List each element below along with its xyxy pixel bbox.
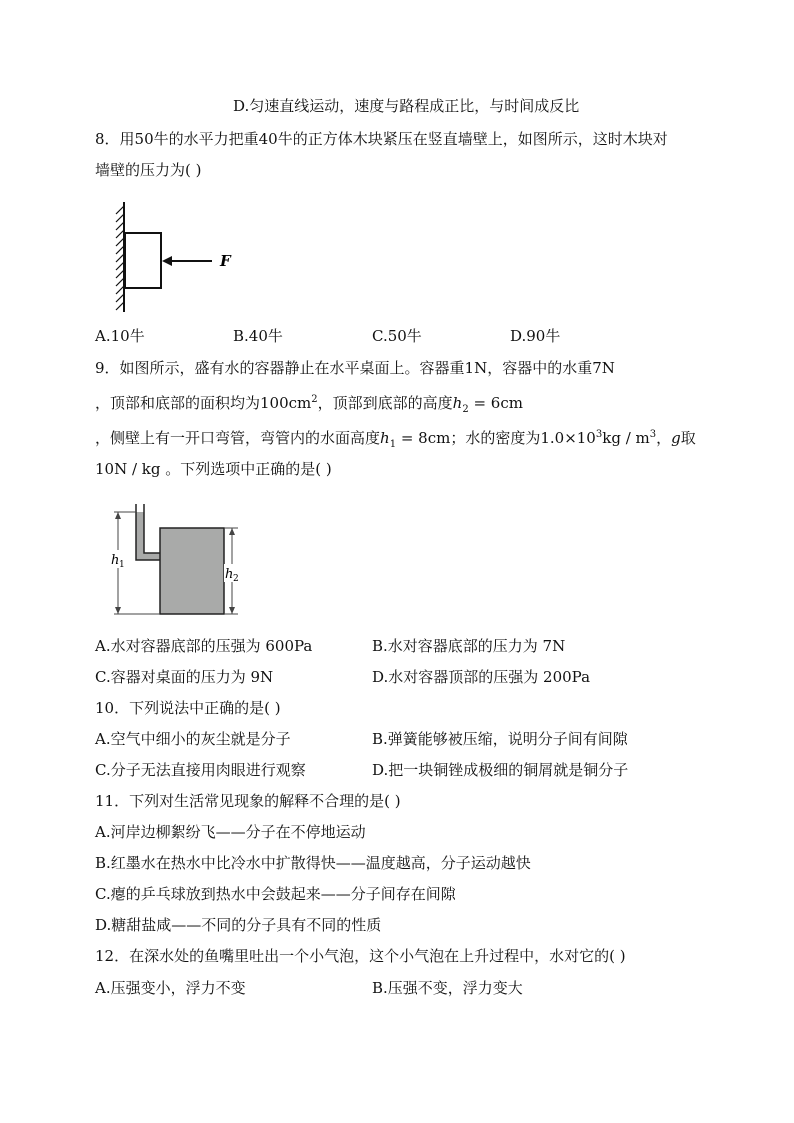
q10-stem: 10．下列说法中正确的是( ) [95, 699, 281, 717]
q10-option-b: B.弹簧能够被压缩，说明分子间有间隙 [372, 730, 628, 748]
q8-option-c: C.50牛 [372, 327, 422, 345]
q10-option-d: D.把一块铜锉成极细的铜屑就是铜分子 [372, 761, 629, 779]
q9-stem-line1: 9．如图所示，盛有水的容器静止在水平桌面上。容器重1N，容器中的水重7N [95, 359, 615, 377]
q8-option-d: D.90牛 [510, 327, 561, 345]
q9-stem-line3: ，侧壁上有一开口弯管，弯管内的水面高度$h_1 = 8cm$；水的密度为$1.0\times 10^3kg / m^3$，g取 [95, 429, 696, 450]
q9-stem-line2: ，顶部和底部的面积均为$100cm^2$，顶部到底部的高度$h_2 = 6cm$ [95, 394, 523, 415]
q8-wall-block-figure [108, 198, 248, 316]
q12-stem: 12．在深水处的鱼嘴里吐出一个小气泡，这个小气泡在上升过程中，水对它的( ) [95, 947, 626, 965]
q12-option-a: A.压强变小，浮力不变 [95, 979, 246, 997]
q9-container-figure [100, 500, 260, 620]
h2-label: h [225, 567, 234, 582]
q8-option-b: B.40牛 [233, 327, 283, 345]
q11-option-d: D.糖甜盐咸——不同的分子具有不同的性质 [95, 916, 382, 934]
q7-option-d: D.匀速直线运动，速度与路程成正比，与时间成反比 [233, 97, 580, 115]
h2-sub: 2 [233, 574, 239, 584]
q11-stem: 11．下列对生活常见现象的解释不合理的是( ) [95, 792, 401, 810]
h1-sub: 1 [119, 560, 125, 570]
q9-option-a: A.水对容器底部的压强为 600Pa [95, 637, 313, 655]
q10-option-c: C.分子无法直接用肉眼进行观察 [95, 761, 306, 779]
q10-option-a: A.空气中细小的灰尘就是分子 [95, 730, 291, 748]
q11-option-c: C.瘪的乒乓球放到热水中会鼓起来——分子间存在间隙 [95, 885, 456, 903]
q9-option-d: D.水对容器顶部的压强为 200Pa [372, 668, 591, 686]
q12-option-b: B.压强不变，浮力变大 [372, 979, 523, 997]
q11-option-b: B.红墨水在热水中比冷水中扩散得快——温度越高，分子运动越快 [95, 854, 531, 872]
q8-option-a: A.10牛 [95, 327, 145, 345]
q11-option-a: A.河岸边柳絮纷飞——分子在不停地运动 [95, 823, 366, 841]
block-shape [125, 233, 161, 288]
q9-option-c: C.容器对桌面的压力为 9N [95, 668, 274, 686]
force-label: F [220, 252, 231, 270]
q9-stem-line4: 10N / kg 。下列选项中正确的是( ) [95, 460, 332, 478]
q9-option-b: B.水对容器底部的压力为 7N [372, 637, 566, 655]
q8-stem-line2: 墙壁的压力为( ) [95, 161, 202, 179]
q8-stem-line1: 8．用50牛的水平力把重40牛的正方体木块紧压在竖直墙壁上，如图所示，这时木块对 [95, 130, 668, 148]
h1-label: h [111, 553, 120, 568]
